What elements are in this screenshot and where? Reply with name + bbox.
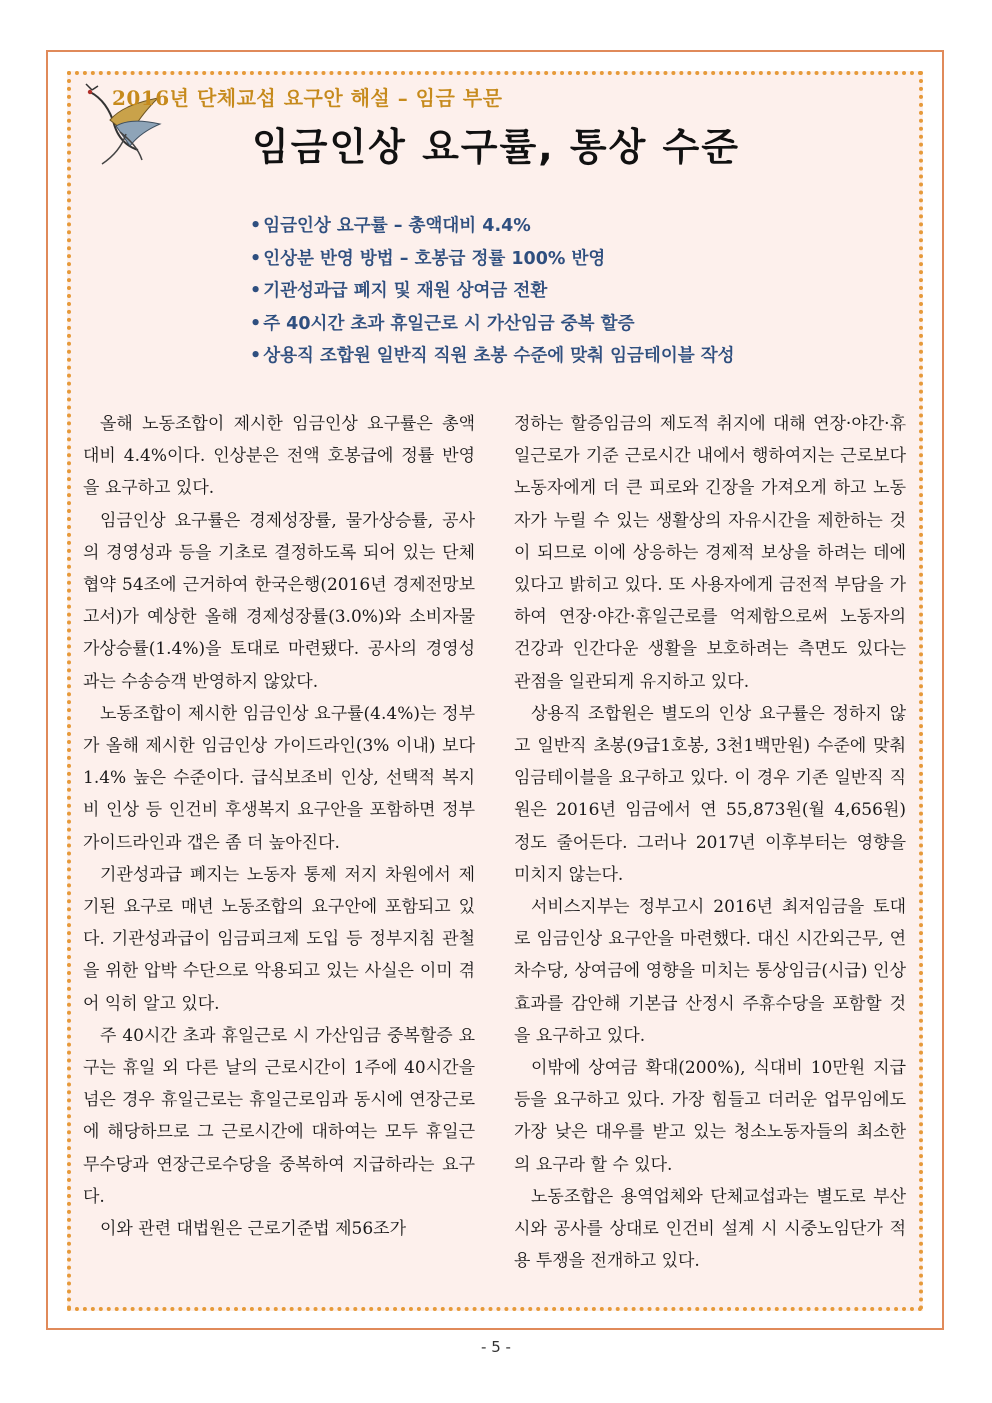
paragraph: 올해 노동조합이 제시한 임금인상 요구률은 총액 대비 4.4%이다. 인상분은 전액 호봉급에 정률 반영을 요구하고 있다.: [83, 414, 475, 499]
key-points-list: [250, 210, 735, 373]
paragraph: 노동조합은 용역업체와 단체교섭과는 별도로 부산시와 공사를 상대로 인건비 설계 시 시중노임단가 적용 투쟁을 전개하고 있다.: [514, 1186, 906, 1272]
paragraph: 기관성과급 폐지는 노동자 통제 저지 차원에서 제기된 요구로 매년 노동조합의 요구안에 포함되고 있다. 기관성과급이 임금피크제 도입 등 정부지침 관철을 위한 압박 수단으로 악용되고 있는 사실은 이미 겪어 익히 알고 있다.: [83, 864, 475, 1014]
paragraph: 이와 관련 대법원은 근로기준법 제56조가: [100, 1219, 406, 1240]
bullet-icon: •: [250, 313, 262, 334]
paragraph: 이밖에 상여금 확대(200%), 식대비 10만원 지급 등을 요구하고 있다. 가장 힘들고 더러운 업무임에도 가장 낮은 대우를 받고 있는 청소노동자들의 최소한의 요구라 할 수 있다.: [514, 1058, 906, 1175]
body-column-left: [83, 408, 475, 1245]
bullet-icon: •: [250, 281, 262, 301]
paragraph: 상용직 조합원은 별도의 인상 요구률은 정하지 않고 일반직 초봉(9급1호봉, 3천1백만원) 수준에 맞춰 임금테이블을 요구하고 있다. 이 경우 기존 일반직 직원은 2016년 임금에서 연 55,873원(월 4,656원) 정도 줄어든다. 그러나 2017년 이후부터는 영향을 미치지 않는다.: [514, 703, 906, 885]
body-column-right: [514, 408, 906, 1277]
bullet-icon: •: [250, 346, 262, 366]
key-point: • 임금인상 요구률 – 총액대비 4.4%: [250, 216, 531, 236]
paragraph: 주 40시간 초과 휴일근로 시 가산임금 중복할증 요구는 휴일 외 다른 날의 근로시간이 1주에 40시간을 넘은 경우 휴일근로는 휴일근로임과 동시에 연장근로에 해당하므로 그 근로시간에 대하여는 모두 휴일근무수당과 연장근로수당을 중복하여 지급하라는 요구다.: [83, 1025, 475, 1207]
key-point: • 인상분 반영 방법 – 호봉급 정률 100% 반영: [250, 248, 606, 269]
page-number: - 5 -: [481, 1338, 511, 1356]
paragraph: 서비스지부는 정부고시 2016년 최저임금을 토대로 임금인상 요구안을 마련했다. 대신 시간외근무, 연차수당, 상여금에 영향을 미치는 통상임금(시급) 인상효과를 감안해 기본급 산정시 주휴수당을 포함할 것을 요구하고 있다.: [514, 897, 906, 1046]
paragraph: 노동조합이 제시한 임금인상 요구률(4.4%)는 정부가 올해 제시한 임금인상 가이드라인(3% 이내) 보다 1.4% 높은 수준이다. 급식보조비 인상, 선택적 복지비 인상 등 인건비 후생복지 요구안을 포함하면 정부가이드라인과 갭은 좀 더 높아진다.: [83, 703, 475, 853]
key-point: • 상용직 조합원 일반직 직원 초봉 수준에 맞춰 임금테이블 작성: [250, 346, 735, 366]
bullet-icon: •: [250, 248, 262, 269]
paragraph: 정하는 할증임금의 제도적 취지에 대해 연장·야간·휴일근로가 기준 근로시간 내에서 행하여지는 근로보다 노동자에게 더 큰 피로와 긴장을 가져오게 하고 노동자가 누릴 수 있는 생활상의 자유시간을 제한하는 것이 되므로 이에 상응하는 경제적 보상을 하려는 데에 있다고 밝히고 있다. 또 사용자에게 금전적 부담을 가하여 연장·야간·휴일근로를 억제함으로써 노동자의 건강과 인간다운 생활을 보호하려는 측면도 있다는 관점을 일관되게 유지하고 있다.: [514, 414, 906, 692]
key-point: • 기관성과급 폐지 및 재원 상여금 전환: [250, 281, 548, 301]
paragraph: 임금인상 요구률은 경제성장률, 물가상승률, 공사의 경영성과 등을 기초로 결정하도록 되어 있는 단체협약 54조에 근거하여 한국은행(2016년 경제전망보고서)가 예상한 올해 경제성장률(3.0%)와 소비자물가상승률(1.4%)을 토대로 마련됐다. 공사의 경영성과는 수송승객 반영하지 않았다.: [83, 510, 475, 692]
bullet-icon: •: [250, 216, 262, 236]
key-point: • 주 40시간 초과 휴일근로 시 가산임금 중복 할증: [250, 313, 635, 334]
page-title: 임금인상 요구률, 통상 수준: [252, 125, 740, 169]
series-label: 2016년 단체교섭 요구안 해설 – 임금 부문: [112, 86, 503, 110]
